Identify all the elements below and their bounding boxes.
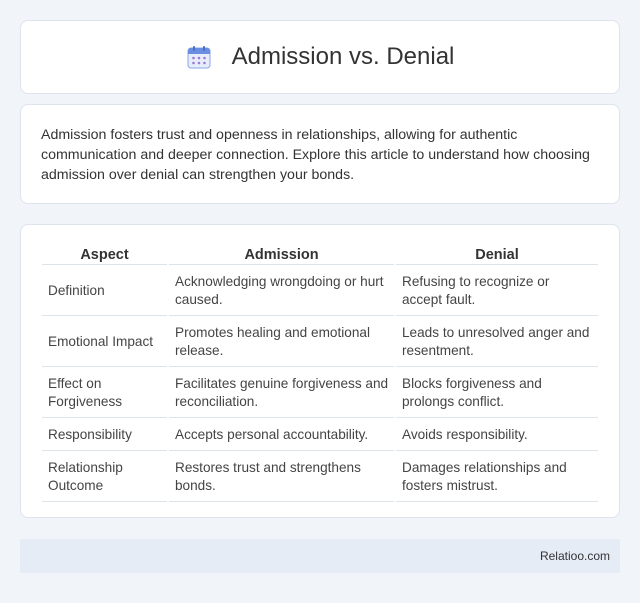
cell-admission: Accepts personal accountability.: [169, 420, 394, 451]
cell-aspect: Effect on Forgiveness: [42, 369, 167, 418]
cell-aspect: Responsibility: [42, 420, 167, 451]
cell-denial: Avoids responsibility.: [396, 420, 598, 451]
intro-text: Admission fosters trust and openness in relationships, allowing for authentic communication and deeper connection. Explore this article to understand how choosing admission over denial can strengthen your bonds.: [41, 127, 590, 183]
intro-card: [20, 104, 620, 204]
table-row: [42, 267, 598, 316]
header-admission: Admission: [169, 244, 394, 265]
cell-aspect: Emotional Impact: [42, 318, 167, 367]
cell-admission: Promotes healing and emotional release.: [169, 318, 394, 367]
page-title: Admission vs. Denial: [231, 43, 455, 70]
table-row: [42, 369, 598, 418]
cell-denial: Refusing to recognize or accept fault.: [396, 267, 598, 316]
cell-aspect: Relationship Outcome: [42, 453, 167, 502]
cell-denial: Blocks forgiveness and prolongs conflict.: [396, 369, 598, 418]
footer-brand[interactable]: Relatioo.com: [539, 549, 610, 563]
cell-denial: Damages relationships and fosters mistrust.: [396, 453, 598, 502]
table-row: [42, 420, 598, 451]
cell-admission: Restores trust and strengthens bonds.: [169, 453, 394, 502]
table-row: [42, 453, 598, 502]
table-header-row: [42, 244, 598, 265]
calendar-icon: [186, 44, 212, 70]
header-aspect: Aspect: [42, 244, 167, 265]
comparison-card: [20, 224, 620, 518]
table-row: [42, 318, 598, 367]
cell-aspect: Definition: [42, 267, 167, 316]
title-card: [20, 20, 620, 94]
cell-admission: Acknowledging wrongdoing or hurt caused.: [169, 267, 394, 316]
cell-denial: Leads to unresolved anger and resentment.: [396, 318, 598, 367]
comparison-table: [40, 242, 600, 504]
footer: [20, 539, 620, 573]
cell-admission: Facilitates genuine forgiveness and reconciliation.: [169, 369, 394, 418]
header-denial: Denial: [396, 244, 598, 265]
